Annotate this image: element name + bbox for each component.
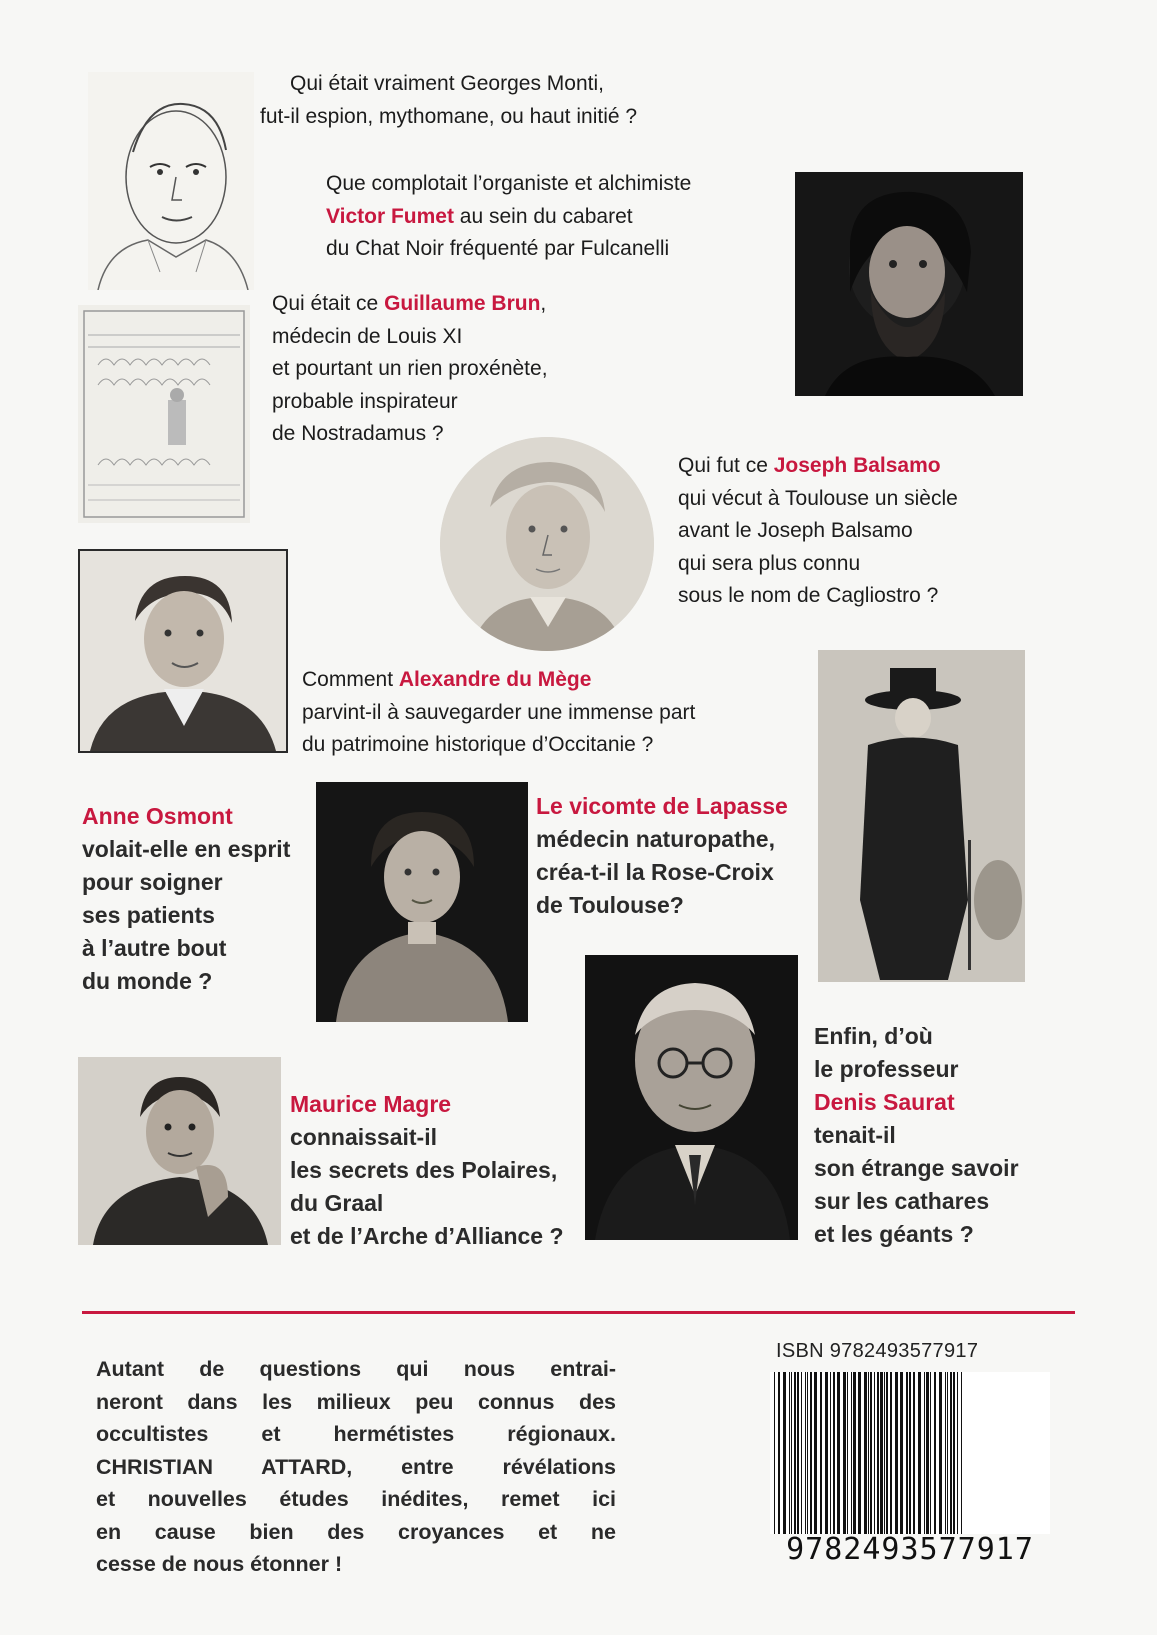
magre-line-4: et de l’Arche d’Alliance ? bbox=[290, 1223, 564, 1249]
saurat-line-1: tenait-il bbox=[814, 1122, 896, 1148]
barcode-bar bbox=[805, 1372, 806, 1534]
barcode-bar bbox=[906, 1372, 908, 1534]
monti-question bbox=[260, 68, 638, 133]
monti-line-1: Qui était vraiment Georges Monti, bbox=[290, 72, 604, 95]
barcode-bar bbox=[864, 1372, 867, 1534]
barcode-bar bbox=[851, 1372, 852, 1534]
osmont-name: Anne Osmont bbox=[82, 803, 233, 829]
barcode-bar bbox=[939, 1372, 942, 1534]
balsamo-line-1 bbox=[678, 450, 958, 483]
lapasse-line-1: médecin naturopathe, bbox=[536, 826, 775, 852]
barcode-bar bbox=[843, 1372, 846, 1534]
brun-line-3: et pourtant un rien proxénète, bbox=[272, 357, 548, 380]
osmont-line-4: à l’autre bout bbox=[82, 935, 227, 961]
barcode-bar bbox=[913, 1372, 915, 1534]
saurat-line-3: sur les cathares bbox=[814, 1188, 990, 1214]
barcode-bar bbox=[810, 1372, 812, 1534]
blurb-line-3: occultistes et hermétistes régionaux. bbox=[96, 1422, 616, 1446]
barcode-bar bbox=[961, 1372, 962, 1534]
barcode-bar bbox=[789, 1372, 790, 1534]
mege-name: Alexandre du Mège bbox=[398, 668, 592, 691]
portrait-denis-saurat bbox=[585, 955, 798, 1240]
barcode-bar bbox=[953, 1372, 955, 1534]
osmont-question bbox=[82, 800, 290, 998]
fumet-name: Victor Fumet bbox=[326, 204, 454, 228]
barcode-bar bbox=[814, 1372, 817, 1534]
barcode-bar bbox=[930, 1372, 931, 1534]
fumet-line-1: Que complotait l’organiste et alchimiste bbox=[326, 172, 692, 195]
balsamo-question bbox=[678, 450, 958, 613]
brun-question bbox=[272, 288, 548, 451]
brun-line-5: de Nostradamus ? bbox=[272, 422, 444, 445]
isbn-label: ISBN 9782493577917 bbox=[776, 1340, 979, 1362]
saurat-line-4: et les géants ? bbox=[814, 1221, 974, 1247]
barcode-bar bbox=[880, 1372, 883, 1534]
magre-line-3: du Graal bbox=[290, 1190, 384, 1216]
barcode-bar bbox=[877, 1372, 879, 1534]
lapasse-line-3: de Toulouse? bbox=[536, 892, 684, 918]
monti-line-2: fut-il espion, mythomane, ou haut initié ? bbox=[260, 104, 638, 128]
blurb-line-2: neront dans les milieux peu connus des bbox=[96, 1389, 616, 1414]
barcode-bar bbox=[874, 1372, 875, 1534]
fumet-line-2 bbox=[326, 201, 691, 234]
barcode-bar bbox=[837, 1372, 840, 1534]
barcode-bar bbox=[820, 1372, 822, 1534]
barcode-bar bbox=[945, 1372, 946, 1534]
saurat-pre-line-1: Enfin, d’où bbox=[814, 1023, 933, 1049]
engraving-icon bbox=[78, 305, 250, 523]
barcode-bar bbox=[801, 1372, 802, 1534]
barcode-bar bbox=[847, 1372, 848, 1534]
magre-line-1: connaissait-il bbox=[290, 1124, 437, 1150]
photo-portrait-icon bbox=[585, 955, 798, 1240]
portrait-vicomte-de-lapasse bbox=[818, 650, 1025, 982]
blurb-line-1: Autant de questions qui nous entrai- bbox=[96, 1357, 616, 1381]
blurb-line-5: et nouvelles études inédites, remet ici bbox=[96, 1487, 616, 1511]
barcode-bar bbox=[807, 1372, 808, 1534]
barcode-bars-icon bbox=[770, 1372, 1050, 1534]
photo-portrait-icon bbox=[78, 1057, 281, 1245]
barcode-bar bbox=[794, 1372, 796, 1534]
barcode-bar bbox=[900, 1372, 903, 1534]
barcode-bar bbox=[950, 1372, 952, 1534]
barcode-bar bbox=[833, 1372, 835, 1534]
barcode-bar bbox=[825, 1372, 828, 1534]
balsamo-name: Joseph Balsamo bbox=[773, 454, 941, 477]
fumet-question bbox=[326, 168, 691, 266]
fumet-line-3: du Chat Noir fréquenté par Fulcanelli bbox=[326, 237, 670, 260]
barcode-bar bbox=[870, 1372, 872, 1534]
magre-line-2: les secrets des Polaires, bbox=[290, 1157, 558, 1183]
brun-line-4: probable inspirateur bbox=[272, 389, 458, 413]
medallion-portrait-icon bbox=[440, 437, 654, 651]
barcode-bar bbox=[858, 1372, 861, 1534]
balsamo-prefix: Qui fut ce bbox=[678, 454, 774, 477]
barcode-bar bbox=[895, 1372, 898, 1534]
portrait-alexandre-du-mege bbox=[78, 549, 288, 753]
barcode-bar bbox=[783, 1372, 786, 1534]
barcode-bar bbox=[957, 1372, 958, 1534]
lapasse-question bbox=[536, 790, 788, 922]
saurat-pre-line-2: le professeur bbox=[814, 1056, 959, 1082]
barcode-digits: 9782493577917 bbox=[786, 1532, 1034, 1567]
portrait-anne-osmont bbox=[316, 782, 528, 1022]
mege-prefix: Comment bbox=[302, 668, 399, 691]
osmont-line-1: volait-elle en esprit bbox=[82, 836, 291, 862]
sketch-portrait-icon bbox=[88, 72, 254, 290]
saurat-name: Denis Saurat bbox=[814, 1089, 955, 1115]
portrait-maurice-magre bbox=[78, 1057, 281, 1245]
barcode-bar bbox=[791, 1372, 792, 1534]
osmont-line-3: ses patients bbox=[82, 902, 215, 928]
magre-name: Maurice Magre bbox=[290, 1091, 452, 1117]
mege-line-1 bbox=[302, 664, 695, 697]
magre-question bbox=[290, 1088, 564, 1253]
portrait-georges-monti bbox=[88, 72, 254, 290]
fumet-line-2-suffix: au sein du cabaret bbox=[453, 204, 633, 228]
blurb-line-6: en cause bien des croyances et ne bbox=[96, 1519, 616, 1544]
saurat-line-2: son étrange savoir bbox=[814, 1155, 1019, 1181]
barcode-bar bbox=[886, 1372, 888, 1534]
portrait-joseph-balsamo bbox=[440, 437, 654, 651]
barcode-bar bbox=[853, 1372, 856, 1534]
barcode-bar bbox=[884, 1372, 885, 1534]
blurb-line-7: cesse de nous étonner ! bbox=[96, 1552, 343, 1576]
barcode-bar bbox=[926, 1372, 929, 1534]
saurat-question bbox=[814, 1020, 1019, 1251]
brun-suffix: , bbox=[540, 292, 547, 315]
mege-line-3: du patrimoine historique d’Occitanie ? bbox=[302, 733, 654, 756]
barcode-bar bbox=[918, 1372, 921, 1534]
engraved-portrait-icon bbox=[80, 551, 286, 751]
brun-line-1 bbox=[272, 288, 548, 321]
barcode-bar bbox=[797, 1372, 799, 1534]
barcode-bar bbox=[890, 1372, 892, 1534]
balsamo-line-4: qui sera plus connu bbox=[678, 551, 861, 575]
osmont-line-5: du monde ? bbox=[82, 968, 213, 994]
mege-line-2: parvint-il à sauvegarder une immense part bbox=[302, 700, 696, 724]
balsamo-line-2: qui vécut à Toulouse un siècle bbox=[678, 486, 958, 510]
separator-rule bbox=[82, 1311, 1075, 1314]
photo-portrait-icon bbox=[795, 172, 1023, 396]
barcode-bar bbox=[778, 1372, 780, 1534]
blurb-line-4: CHRISTIAN ATTARD, entre révélations bbox=[96, 1454, 616, 1479]
balsamo-line-3: avant le Joseph Balsamo bbox=[678, 519, 913, 542]
lapasse-name: Le vicomte de Lapasse bbox=[536, 793, 788, 819]
barcode-bar bbox=[830, 1372, 831, 1534]
illustration-guillaume-brun bbox=[78, 305, 250, 523]
barcode-bar bbox=[909, 1372, 911, 1534]
standing-portrait-icon bbox=[818, 650, 1025, 982]
barcode-bar bbox=[934, 1372, 936, 1534]
barcode-bar bbox=[924, 1372, 925, 1534]
portrait-victor-fumet bbox=[795, 172, 1023, 396]
lapasse-line-2: créa-t-il la Rose-Croix bbox=[536, 859, 774, 885]
brun-prefix: Qui était ce bbox=[272, 292, 385, 315]
back-cover-blurb bbox=[96, 1353, 616, 1581]
barcode bbox=[770, 1372, 1050, 1534]
mege-question bbox=[302, 664, 695, 762]
brun-name: Guillaume Brun bbox=[384, 292, 541, 315]
barcode-bar bbox=[947, 1372, 948, 1534]
photo-portrait-icon bbox=[316, 782, 528, 1022]
brun-line-2: médecin de Louis XI bbox=[272, 324, 463, 348]
balsamo-line-5: sous le nom de Cagliostro ? bbox=[678, 584, 939, 607]
barcode-bar bbox=[774, 1372, 775, 1534]
barcode-bar bbox=[868, 1372, 869, 1534]
osmont-line-2: pour soigner bbox=[82, 869, 223, 895]
